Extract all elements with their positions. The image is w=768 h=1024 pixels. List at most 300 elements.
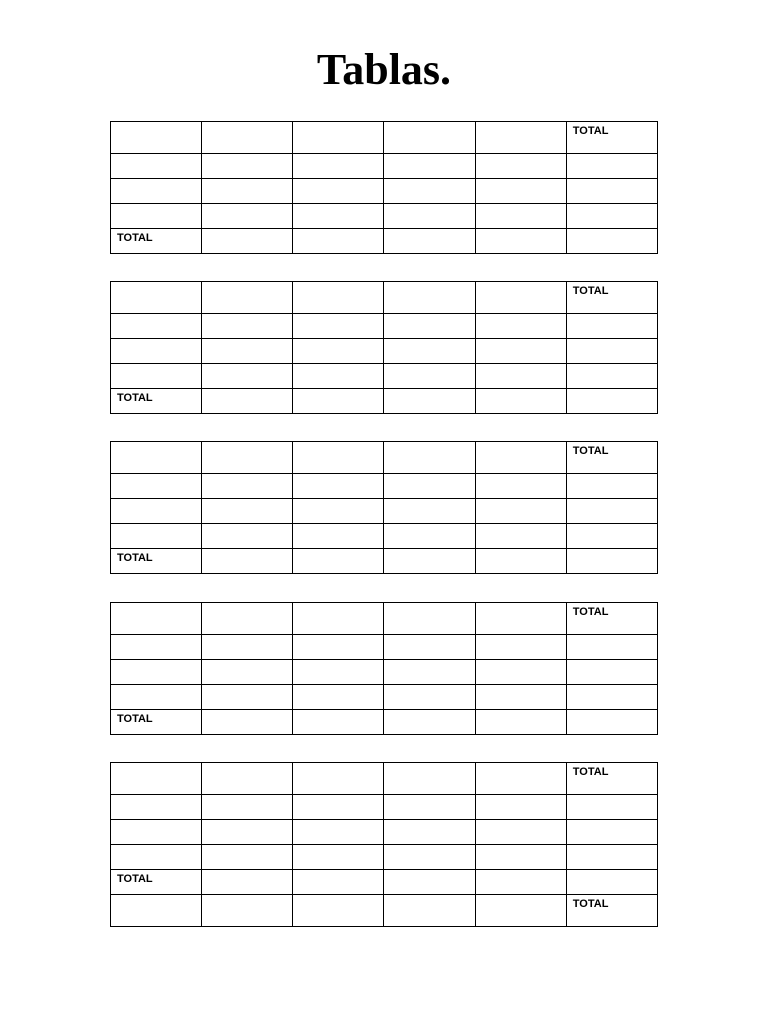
- table-row: [111, 282, 658, 314]
- table-cell[interactable]: [384, 524, 475, 549]
- table-cell[interactable]: [111, 282, 202, 314]
- cell-label: TOTAL: [572, 285, 609, 297]
- table-cell[interactable]: [475, 499, 566, 524]
- cell-label: TOTAL: [572, 445, 609, 457]
- cell-label: [390, 795, 474, 797]
- table-cell[interactable]: [202, 179, 293, 204]
- cell-label: [208, 845, 292, 847]
- cell-label: [390, 763, 474, 765]
- cell-label: [573, 204, 657, 206]
- cell-label: TOTAL: [572, 606, 609, 618]
- cell-label: TOTAL: [117, 392, 153, 404]
- cell-label: [390, 339, 474, 341]
- cell-label: [117, 660, 201, 662]
- cell-label: [482, 820, 566, 822]
- cell-label: TOTAL: [572, 898, 609, 910]
- table-cell[interactable]: [111, 660, 202, 685]
- cell-label: [299, 204, 383, 206]
- table-cell[interactable]: [202, 660, 293, 685]
- table-cell[interactable]: [293, 282, 384, 314]
- table-cell[interactable]: [384, 474, 475, 499]
- table-cell[interactable]: [293, 339, 384, 364]
- table-cell[interactable]: [566, 845, 657, 870]
- table-cell[interactable]: [293, 795, 384, 820]
- table-cell[interactable]: [566, 442, 657, 474]
- cell-label: [482, 635, 566, 637]
- cell-label: [299, 763, 383, 765]
- table-row: [111, 524, 658, 549]
- table-cell[interactable]: [566, 154, 657, 179]
- cell-label: [573, 389, 657, 391]
- table-cell[interactable]: [384, 389, 475, 414]
- cell-label: [573, 364, 657, 366]
- table-cell[interactable]: [293, 603, 384, 635]
- table-cell[interactable]: [475, 845, 566, 870]
- table-cell[interactable]: [475, 474, 566, 499]
- cell-label: [208, 442, 292, 444]
- table-cell[interactable]: [202, 339, 293, 364]
- table-cell[interactable]: [293, 154, 384, 179]
- table-cell[interactable]: [111, 204, 202, 229]
- table-cell[interactable]: [202, 314, 293, 339]
- cell-label: TOTAL: [117, 552, 153, 564]
- cell-label: [299, 364, 383, 366]
- cell-label: [390, 154, 474, 156]
- table-cell[interactable]: [202, 154, 293, 179]
- table-cell[interactable]: [566, 339, 657, 364]
- cell-label: [208, 635, 292, 637]
- cell-label: [390, 895, 474, 897]
- cell-label: [208, 603, 292, 605]
- cell-label: [390, 122, 474, 124]
- table-cell[interactable]: [111, 524, 202, 549]
- table-cell[interactable]: [111, 763, 202, 795]
- table-cell[interactable]: [475, 179, 566, 204]
- table-cell[interactable]: [202, 524, 293, 549]
- cell-label: [117, 499, 201, 501]
- table-cell[interactable]: [111, 339, 202, 364]
- cell-label: TOTAL: [572, 125, 609, 137]
- table-cell[interactable]: [202, 229, 293, 254]
- cell-label: [208, 820, 292, 822]
- cell-label: [482, 710, 566, 712]
- table-cell[interactable]: [566, 795, 657, 820]
- table-cell[interactable]: [202, 710, 293, 735]
- table-cell[interactable]: [475, 122, 566, 154]
- table-cell[interactable]: [475, 314, 566, 339]
- cell-label: [573, 499, 657, 501]
- cell-label: [299, 524, 383, 526]
- table-cell[interactable]: [475, 763, 566, 795]
- cell-label: TOTAL: [572, 766, 609, 778]
- cell-label: [390, 845, 474, 847]
- cell-label: TOTAL: [117, 873, 153, 885]
- cell-label: [482, 795, 566, 797]
- cell-label: [390, 474, 474, 476]
- table-cell[interactable]: [202, 870, 293, 895]
- table-cell[interactable]: [202, 845, 293, 870]
- table-row: [111, 122, 658, 154]
- table-cell[interactable]: [202, 635, 293, 660]
- table-cell[interactable]: [566, 179, 657, 204]
- cell-label: [482, 204, 566, 206]
- data-table: [110, 762, 658, 927]
- cell-label: [299, 603, 383, 605]
- cell-label: [390, 524, 474, 526]
- cell-label: [390, 204, 474, 206]
- table-cell[interactable]: [111, 870, 202, 895]
- table-row: [111, 603, 658, 635]
- table-cell[interactable]: [111, 154, 202, 179]
- cell-label: TOTAL: [117, 232, 153, 244]
- table-cell[interactable]: [566, 229, 657, 254]
- table-cell[interactable]: [202, 442, 293, 474]
- table-cell[interactable]: [475, 685, 566, 710]
- table-cell[interactable]: [111, 442, 202, 474]
- cell-label: [299, 845, 383, 847]
- table-row: [111, 229, 658, 254]
- table-cell[interactable]: [202, 282, 293, 314]
- table-cell[interactable]: [475, 603, 566, 635]
- table-cell[interactable]: [202, 499, 293, 524]
- table-cell[interactable]: [111, 710, 202, 735]
- table-cell[interactable]: [384, 314, 475, 339]
- cell-label: [208, 122, 292, 124]
- cell-label: [299, 179, 383, 181]
- table-row: [111, 870, 658, 895]
- table-row: [111, 179, 658, 204]
- cell-label: [482, 282, 566, 284]
- cell-label: [482, 763, 566, 765]
- table-cell[interactable]: [202, 763, 293, 795]
- data-table: [110, 121, 658, 254]
- table-cell[interactable]: [111, 314, 202, 339]
- table-cell[interactable]: [293, 179, 384, 204]
- cell-label: [482, 499, 566, 501]
- table-cell[interactable]: [384, 364, 475, 389]
- table-cell[interactable]: [566, 870, 657, 895]
- table-cell[interactable]: [293, 204, 384, 229]
- cell-label: [208, 763, 292, 765]
- table-cell[interactable]: [566, 763, 657, 795]
- table-cell[interactable]: [384, 549, 475, 574]
- table-cell[interactable]: [111, 389, 202, 414]
- cell-label: [390, 660, 474, 662]
- cell-label: [117, 314, 201, 316]
- cell-label: [390, 635, 474, 637]
- cell-label: [117, 122, 201, 124]
- table-cell[interactable]: [293, 524, 384, 549]
- table-cell[interactable]: [475, 795, 566, 820]
- table-cell[interactable]: [293, 763, 384, 795]
- table-cell[interactable]: [384, 763, 475, 795]
- table-cell[interactable]: [475, 229, 566, 254]
- table-cell[interactable]: [111, 474, 202, 499]
- table-row: [111, 499, 658, 524]
- table-cell[interactable]: [566, 635, 657, 660]
- cell-label: [299, 474, 383, 476]
- table-cell[interactable]: [202, 820, 293, 845]
- table-cell[interactable]: [293, 710, 384, 735]
- table-cell[interactable]: [111, 795, 202, 820]
- table-row: [111, 364, 658, 389]
- table-cell[interactable]: [111, 603, 202, 635]
- cell-label: [299, 122, 383, 124]
- table-cell[interactable]: [475, 389, 566, 414]
- cell-label: [117, 685, 201, 687]
- table-cell[interactable]: [111, 549, 202, 574]
- cell-label: [299, 660, 383, 662]
- table-cell[interactable]: [111, 364, 202, 389]
- table-cell[interactable]: [384, 204, 475, 229]
- table-cell[interactable]: [566, 204, 657, 229]
- cell-label: [299, 870, 383, 872]
- table-cell[interactable]: [384, 660, 475, 685]
- data-table: [110, 281, 658, 414]
- cell-label: [573, 795, 657, 797]
- table-cell[interactable]: [384, 795, 475, 820]
- cell-label: [208, 895, 292, 897]
- table-cell[interactable]: [384, 442, 475, 474]
- table-cell[interactable]: [384, 685, 475, 710]
- table-cell[interactable]: [566, 820, 657, 845]
- cell-label: [573, 820, 657, 822]
- table-cell[interactable]: [475, 710, 566, 735]
- table-row: [111, 763, 658, 795]
- table-cell[interactable]: [111, 122, 202, 154]
- table-cell[interactable]: [293, 122, 384, 154]
- cell-label: [117, 282, 201, 284]
- table-cell[interactable]: [111, 229, 202, 254]
- table-cell[interactable]: [293, 685, 384, 710]
- table-cell[interactable]: [475, 660, 566, 685]
- cell-label: [208, 282, 292, 284]
- table-cell[interactable]: [202, 122, 293, 154]
- cell-label: [482, 524, 566, 526]
- table-cell[interactable]: [384, 603, 475, 635]
- table-row: [111, 895, 658, 927]
- table-cell[interactable]: [111, 685, 202, 710]
- cell-label: [208, 549, 292, 551]
- table-cell[interactable]: [384, 282, 475, 314]
- table-cell[interactable]: [202, 474, 293, 499]
- table-cell[interactable]: [566, 314, 657, 339]
- table-cell[interactable]: [384, 179, 475, 204]
- table-cell[interactable]: [475, 820, 566, 845]
- table-cell[interactable]: [202, 389, 293, 414]
- cell-label: [117, 524, 201, 526]
- table-cell[interactable]: [384, 154, 475, 179]
- cell-label: [299, 685, 383, 687]
- cell-label: [208, 710, 292, 712]
- table-cell[interactable]: [566, 474, 657, 499]
- table-cell[interactable]: [293, 442, 384, 474]
- table-cell[interactable]: [293, 635, 384, 660]
- table-cell[interactable]: [384, 499, 475, 524]
- table-row: [111, 389, 658, 414]
- cell-label: [482, 870, 566, 872]
- table-cell[interactable]: [475, 282, 566, 314]
- table-cell[interactable]: [566, 660, 657, 685]
- table-cell[interactable]: [566, 603, 657, 635]
- table-cell[interactable]: [566, 685, 657, 710]
- cell-label: [208, 314, 292, 316]
- table-row: [111, 820, 658, 845]
- data-table: [110, 441, 658, 574]
- cell-label: [299, 820, 383, 822]
- cell-label: [482, 660, 566, 662]
- table-cell[interactable]: [475, 204, 566, 229]
- cell-label: [390, 499, 474, 501]
- table-row: [111, 154, 658, 179]
- cell-label: [117, 154, 201, 156]
- page-title: Tablas.: [316, 45, 452, 94]
- cell-label: [573, 710, 657, 712]
- cell-label: [482, 389, 566, 391]
- cell-label: [299, 499, 383, 501]
- cell-label: [390, 820, 474, 822]
- table-cell[interactable]: [566, 389, 657, 414]
- cell-label: [482, 154, 566, 156]
- table-row: [111, 795, 658, 820]
- table-cell[interactable]: [202, 895, 293, 927]
- cell-label: [482, 179, 566, 181]
- data-table: [110, 602, 658, 735]
- table-cell[interactable]: [384, 122, 475, 154]
- table-cell[interactable]: [566, 524, 657, 549]
- table-cell[interactable]: [475, 154, 566, 179]
- table-cell[interactable]: [293, 229, 384, 254]
- cell-label: [299, 154, 383, 156]
- cell-label: [299, 339, 383, 341]
- table-cell[interactable]: [293, 895, 384, 927]
- cell-label: [208, 154, 292, 156]
- cell-label: [208, 204, 292, 206]
- cell-label: [117, 603, 201, 605]
- table-cell[interactable]: [202, 795, 293, 820]
- table-cell[interactable]: [475, 364, 566, 389]
- table-cell[interactable]: [566, 549, 657, 574]
- table-row: [111, 204, 658, 229]
- cell-label: [299, 795, 383, 797]
- table-cell[interactable]: [566, 122, 657, 154]
- table-cell[interactable]: [293, 314, 384, 339]
- cell-label: [390, 314, 474, 316]
- table-cell[interactable]: [475, 339, 566, 364]
- cell-label: [299, 389, 383, 391]
- cell-label: [208, 179, 292, 181]
- table-cell[interactable]: [566, 710, 657, 735]
- cell-label: [208, 870, 292, 872]
- cell-label: [482, 603, 566, 605]
- table-cell[interactable]: [202, 685, 293, 710]
- table-cell[interactable]: [475, 635, 566, 660]
- table-cell[interactable]: [384, 820, 475, 845]
- table-cell[interactable]: [293, 845, 384, 870]
- cell-label: [117, 204, 201, 206]
- cell-label: [482, 474, 566, 476]
- cell-label: [208, 339, 292, 341]
- table-cell[interactable]: [475, 524, 566, 549]
- table-row: [111, 339, 658, 364]
- table-cell[interactable]: [384, 870, 475, 895]
- table-cell[interactable]: [293, 870, 384, 895]
- table-row: [111, 549, 658, 574]
- table-cell[interactable]: [111, 820, 202, 845]
- cell-label: [208, 229, 292, 231]
- table-cell[interactable]: [111, 179, 202, 204]
- table-cell[interactable]: [111, 845, 202, 870]
- table-cell[interactable]: [293, 820, 384, 845]
- cell-label: [117, 795, 201, 797]
- table-cell[interactable]: [384, 710, 475, 735]
- cell-label: [390, 282, 474, 284]
- table-cell[interactable]: [384, 339, 475, 364]
- table-cell[interactable]: [566, 895, 657, 927]
- cell-label: [573, 549, 657, 551]
- cell-label: [573, 339, 657, 341]
- table-cell[interactable]: [293, 660, 384, 685]
- table-row: [111, 710, 658, 735]
- cell-label: [299, 635, 383, 637]
- cell-label: [390, 549, 474, 551]
- table-cell[interactable]: [384, 895, 475, 927]
- table-cell[interactable]: [202, 204, 293, 229]
- cell-label: [482, 122, 566, 124]
- table-cell[interactable]: [202, 549, 293, 574]
- cell-label: [299, 710, 383, 712]
- cell-label: [390, 179, 474, 181]
- table-row: [111, 845, 658, 870]
- table-cell[interactable]: [566, 499, 657, 524]
- cell-label: [482, 364, 566, 366]
- cell-label: [208, 524, 292, 526]
- table-cell[interactable]: [111, 635, 202, 660]
- cell-label: [390, 603, 474, 605]
- cell-label: [117, 895, 201, 897]
- cell-label: [390, 685, 474, 687]
- table-cell[interactable]: [293, 499, 384, 524]
- cell-label: [299, 442, 383, 444]
- table-cell[interactable]: [202, 364, 293, 389]
- cell-label: [482, 339, 566, 341]
- table-cell[interactable]: [475, 870, 566, 895]
- table-cell[interactable]: [111, 499, 202, 524]
- cell-label: [573, 474, 657, 476]
- table-cell[interactable]: [202, 603, 293, 635]
- table-cell[interactable]: [475, 895, 566, 927]
- table-cell[interactable]: [384, 845, 475, 870]
- cell-label: [117, 635, 201, 637]
- cell-label: [208, 685, 292, 687]
- table-cell[interactable]: [293, 364, 384, 389]
- table-cell[interactable]: [475, 549, 566, 574]
- table-cell[interactable]: [293, 389, 384, 414]
- cell-label: [573, 229, 657, 231]
- table-cell[interactable]: [293, 474, 384, 499]
- cell-label: [299, 314, 383, 316]
- table-cell[interactable]: [475, 442, 566, 474]
- cell-label: [573, 179, 657, 181]
- table-cell[interactable]: [566, 282, 657, 314]
- table-cell[interactable]: [384, 229, 475, 254]
- cell-label: [573, 154, 657, 156]
- cell-label: [482, 845, 566, 847]
- table-cell[interactable]: [111, 895, 202, 927]
- table-cell[interactable]: [384, 635, 475, 660]
- table-cell[interactable]: [566, 364, 657, 389]
- table-cell[interactable]: [293, 549, 384, 574]
